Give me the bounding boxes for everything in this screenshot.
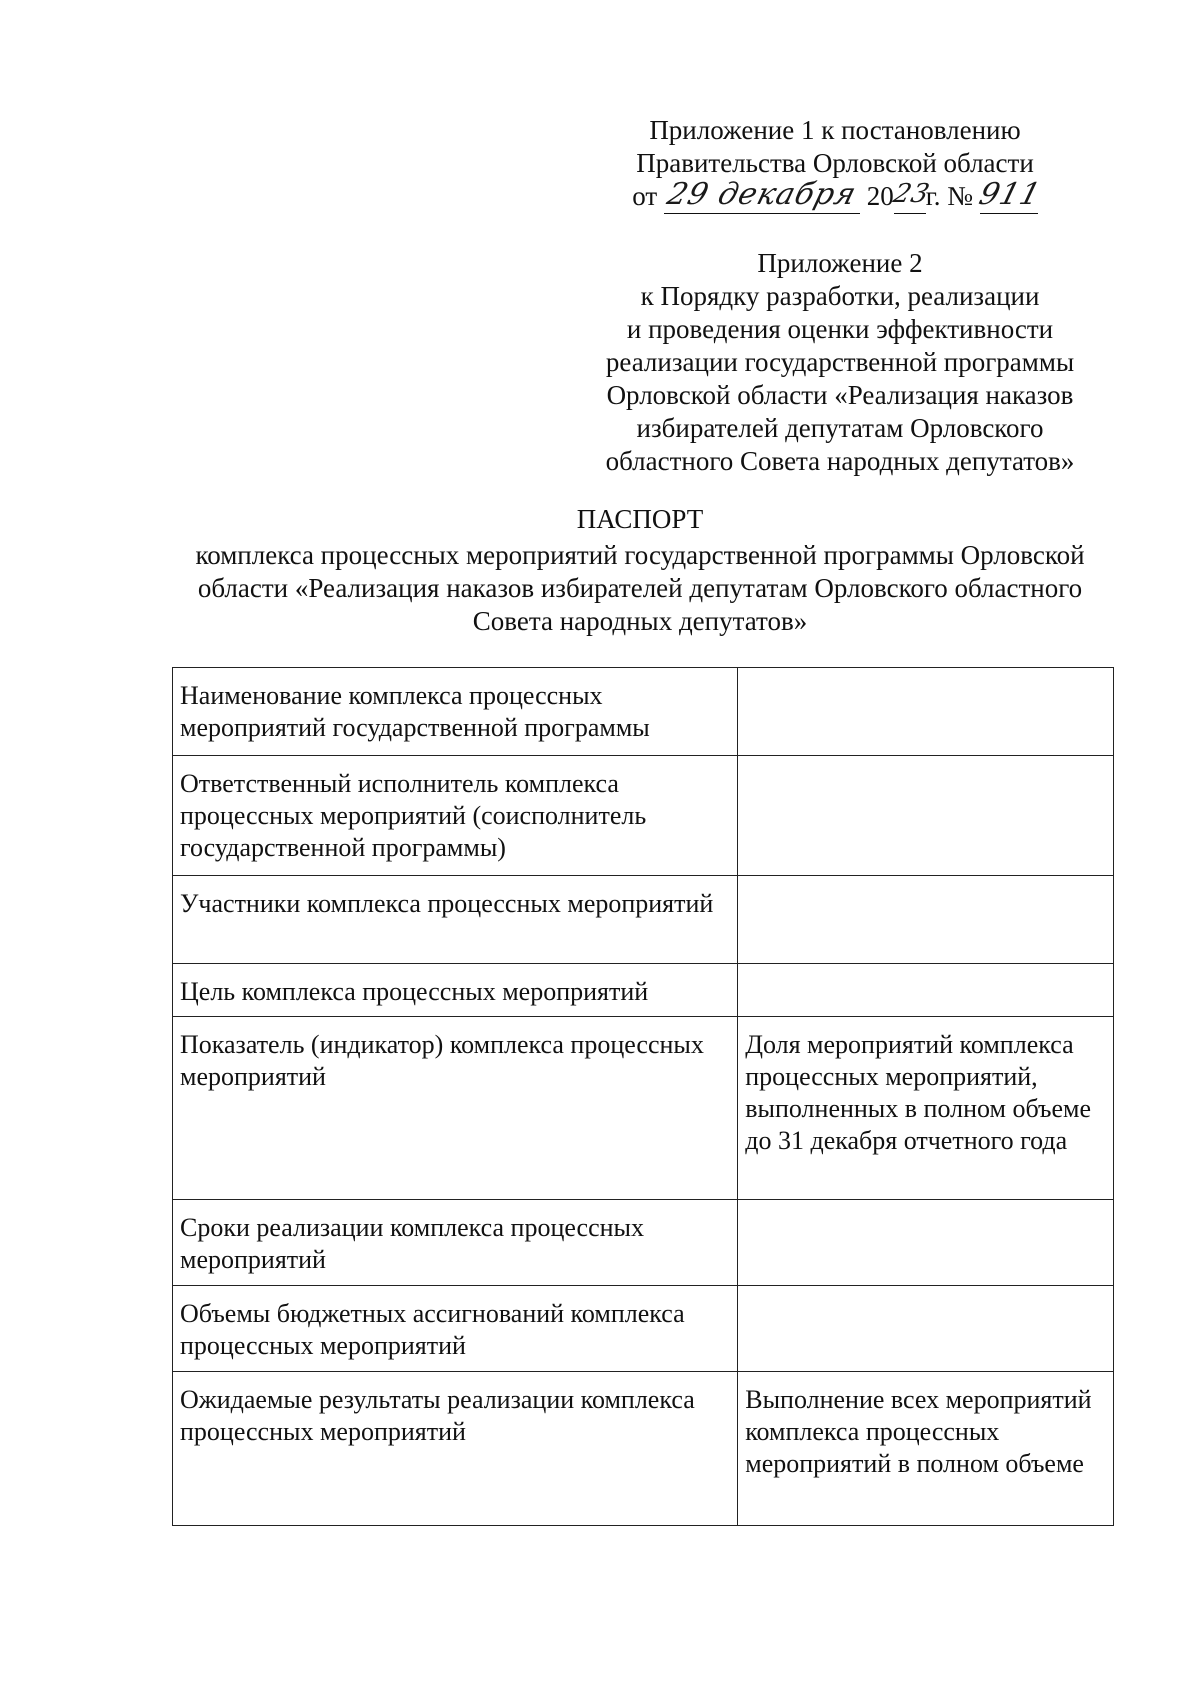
- year-prefix: 20: [866, 181, 894, 211]
- row-label: Объемы бюджетных ассигнований комплекса процессных мероприятий: [173, 1286, 738, 1372]
- row-label: Ответственный исполнитель комплекса процессных мероприятий (соисполнитель государственной программы): [173, 756, 738, 876]
- year-suffix: г. №: [925, 181, 973, 211]
- resolution-date-line: [600, 177, 1070, 216]
- handwritten-number: 911: [975, 177, 1045, 212]
- appendix-2-line: и проведения оценки эффективности: [626, 314, 1054, 344]
- table-row: [173, 1200, 1114, 1286]
- appendix-1-header: [600, 114, 1070, 216]
- appendix-2-header: [560, 247, 1120, 478]
- row-value: Доля мероприятий комплекса процессных мероприятий, выполненных в полном объеме до 31 декабря отчетного года: [738, 1017, 1114, 1200]
- table-row: [173, 876, 1114, 964]
- row-label: Цель комплекса процессных мероприятий: [173, 964, 738, 1017]
- row-value: [738, 1286, 1114, 1372]
- number-blank: [975, 177, 1045, 214]
- row-value: [738, 756, 1114, 876]
- appendix-1-line-1: Приложение 1 к постановлению: [649, 115, 1021, 145]
- table-row: [173, 668, 1114, 756]
- handwritten-year: 23: [889, 179, 933, 209]
- appendix-2-line: Орловской области «Реализация наказов: [606, 380, 1074, 410]
- table-row: [173, 756, 1114, 876]
- row-value: [738, 964, 1114, 1017]
- row-value: [738, 668, 1114, 756]
- passport-table: [172, 667, 1114, 1526]
- table-row: [173, 1286, 1114, 1372]
- handwritten-date: 29 декабря: [663, 177, 861, 212]
- row-label: Ожидаемые результаты реализации комплекса процессных мероприятий: [173, 1372, 738, 1526]
- row-label: Наименование комплекса процессных мероприятий государственной программы: [173, 668, 738, 756]
- subtitle-line: комплекса процессных мероприятий государственной программы Орловской: [195, 540, 1085, 570]
- appendix-2-line: Приложение 2: [757, 248, 923, 278]
- date-blank: [663, 177, 861, 214]
- appendix-2-line: реализации государственной программы: [605, 347, 1075, 377]
- table-row: [173, 1017, 1114, 1200]
- subtitle-line: области «Реализация наказов избирателей депутатам Орловского областного: [197, 573, 1083, 603]
- table-row: [173, 1372, 1114, 1526]
- row-value: [738, 1200, 1114, 1286]
- row-label: Участники комплекса процессных мероприятий: [173, 876, 738, 964]
- appendix-1-line-2: Правительства Орловской области: [636, 148, 1034, 178]
- year-blank: [889, 179, 933, 214]
- appendix-2-line: избирателей депутатам Орловского: [636, 413, 1044, 443]
- row-label: Сроки реализации комплекса процессных мероприятий: [173, 1200, 738, 1286]
- row-value: Выполнение всех мероприятий комплекса процессных мероприятий в полном объеме: [738, 1372, 1114, 1526]
- subtitle-line: Совета народных депутатов»: [472, 606, 808, 636]
- row-label: Показатель (индикатор) комплекса процессных мероприятий: [173, 1017, 738, 1200]
- row-value: [738, 876, 1114, 964]
- document-subtitle: [160, 539, 1120, 638]
- from-prefix: от: [632, 181, 658, 211]
- appendix-2-line: к Порядку разработки, реализации: [640, 281, 1040, 311]
- table-row: [173, 964, 1114, 1017]
- document-title: ПАСПОРТ: [576, 504, 704, 534]
- appendix-2-line: областного Совета народных депутатов»: [605, 446, 1075, 476]
